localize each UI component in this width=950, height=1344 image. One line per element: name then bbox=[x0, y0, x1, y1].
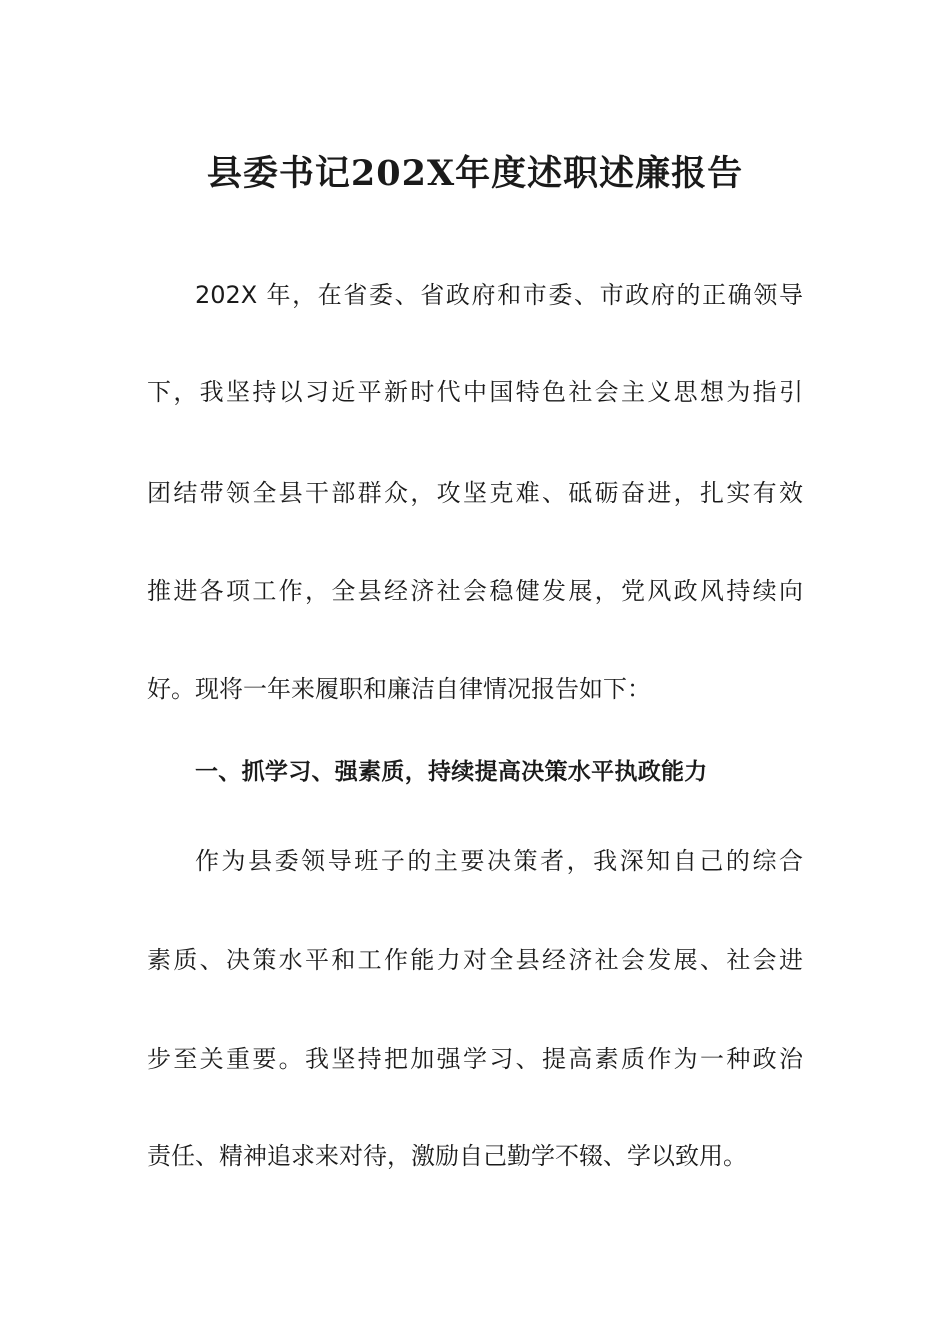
section-1-heading: 一、抓学习、强素质，持续提高决策水平执政能力 bbox=[195, 759, 708, 785]
paragraph-2-line-3: 步至关重要。我坚持把加强学习、提高素质作为一种政治 bbox=[147, 1045, 803, 1073]
paragraph-1-line-5: 好。现将一年来履职和廉洁自律情况报告如下： bbox=[147, 675, 651, 703]
paragraph-2-line-2: 素质、决策水平和工作能力对全县经济社会发展、社会进 bbox=[147, 946, 803, 974]
paragraph-1-line-4: 推进各项工作，全县经济社会稳健发展，党风政风持续向 bbox=[147, 577, 803, 605]
paragraph-1-line-1: 202X 年，在省委、省政府和市委、市政府的正确领导 bbox=[195, 281, 803, 309]
paragraph-1-line-3: 团结带领全县干部群众，攻坚克难、砥砺奋进，扎实有效 bbox=[147, 479, 803, 507]
paragraph-1-line-2: 下，我坚持以习近平新时代中国特色社会主义思想为指引 bbox=[147, 378, 803, 406]
document-title: 县委书记202X年度述职述廉报告 bbox=[206, 153, 744, 194]
paragraph-2-line-1: 作为县委领导班子的主要决策者，我深知自己的综合 bbox=[195, 847, 803, 875]
paragraph-2-line-4: 责任、精神追求来对待，激励自己勤学不辍、学以致用。 bbox=[147, 1142, 747, 1170]
